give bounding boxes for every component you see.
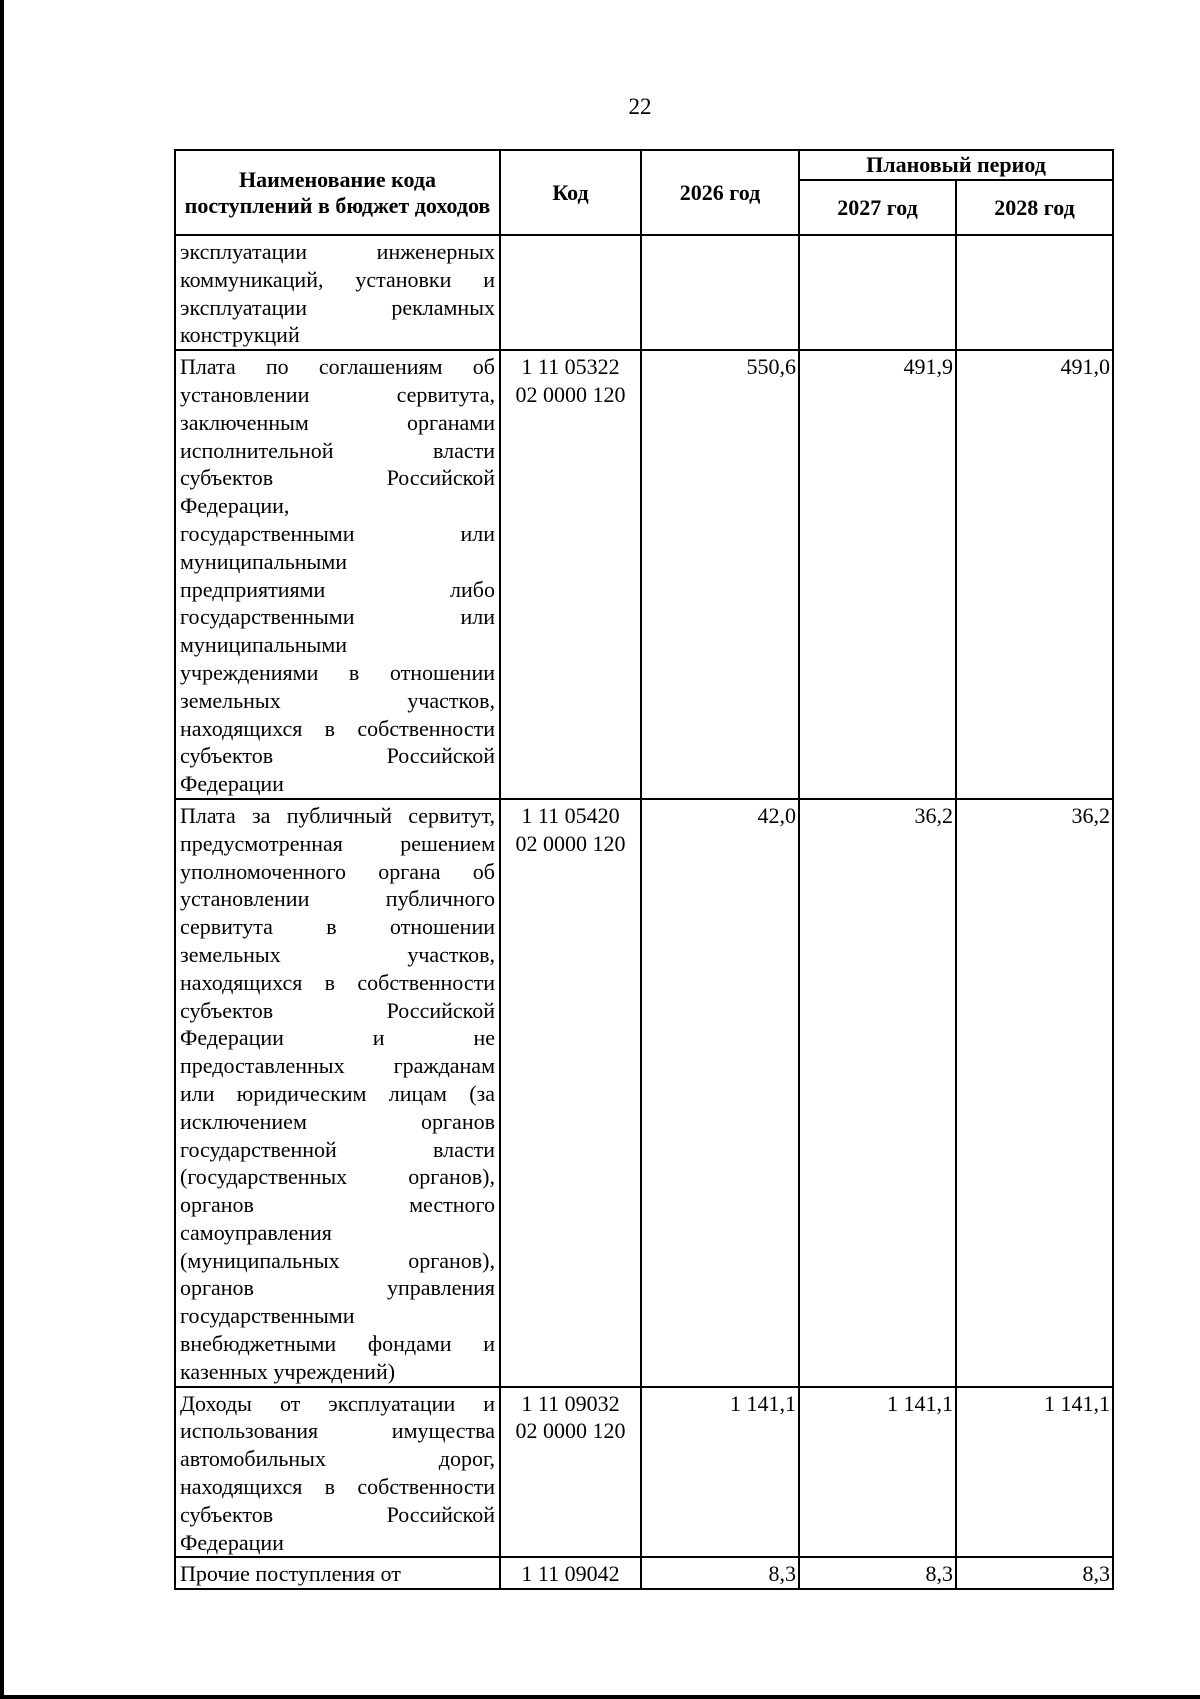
- header-year-2026: 2026 год: [641, 150, 799, 235]
- revenue-name-line: исполнительной власти: [180, 437, 495, 463]
- amount-y2027-cell: 8,3: [799, 1557, 956, 1589]
- revenue-name-line: установлении сервитута,: [180, 381, 495, 407]
- revenue-name-line: казенных учреждений): [180, 1358, 396, 1384]
- revenue-name-line: государственными или: [180, 520, 495, 546]
- amount-y2028-cell: 491,0: [956, 350, 1113, 799]
- revenue-name-line: земельных участков,: [180, 687, 495, 713]
- revenue-name-cell: [175, 799, 500, 1387]
- revenue-code-line: 02 0000 120: [515, 381, 626, 407]
- revenue-name-line: Плата за публичный сервитут,: [180, 802, 495, 828]
- revenue-name-cell: [175, 235, 500, 350]
- amount-y2027-cell: 1 141,1: [799, 1387, 956, 1558]
- revenue-name-line: автомобильных дорог,: [180, 1446, 495, 1472]
- revenue-name-line: или юридическим лицам (за: [180, 1080, 495, 1106]
- revenue-code-cell: [500, 235, 641, 350]
- revenue-code-line: 1 11 09042: [521, 1561, 620, 1587]
- amount-y2028-cell: 36,2: [956, 799, 1113, 1387]
- revenue-name-line: уполномоченного органа об: [180, 858, 495, 884]
- revenue-name-line: субъектов Российской: [180, 743, 495, 769]
- revenue-name-line: Федерации и не: [180, 1025, 495, 1051]
- revenue-name-line: (муниципальных органов),: [180, 1247, 495, 1273]
- table-row: [175, 799, 1113, 1387]
- table-header: [175, 150, 1113, 235]
- revenue-name-line: государственными: [180, 1303, 355, 1329]
- header-planned-period: Плановый период: [799, 150, 1113, 180]
- revenue-name-line: Прочие поступления от: [180, 1561, 401, 1587]
- revenue-code-line: 1 11 09032: [521, 1390, 620, 1416]
- revenue-name-line: установлении публичного: [180, 886, 495, 912]
- revenue-name-line: Плата по соглашениям об: [180, 354, 495, 380]
- revenue-name-line: учреждениями в отношении: [180, 659, 495, 685]
- revenue-name-line: эксплуатации рекламных: [180, 294, 495, 320]
- revenue-name-line: заключенным органами: [180, 409, 495, 435]
- revenue-code-line: 1 11 05322: [521, 354, 620, 380]
- revenue-name-line: муниципальными: [180, 548, 348, 574]
- header-code: Код: [500, 150, 641, 235]
- revenue-name-line: предусмотренная решением: [180, 830, 495, 856]
- revenue-name-line: Федерации,: [180, 493, 290, 519]
- revenue-name-line: использования имущества: [180, 1418, 495, 1444]
- revenue-name-cell: [175, 1387, 500, 1558]
- amount-y2027-cell: [799, 235, 956, 350]
- revenue-name-line: коммуникаций, установки и: [180, 266, 495, 292]
- revenue-code-cell: [500, 799, 641, 1387]
- revenue-code-cell: [500, 1557, 641, 1589]
- revenue-name-line: самоуправления: [180, 1219, 332, 1245]
- revenue-name-line: государственными или: [180, 604, 495, 630]
- revenue-name-line: Доходы от эксплуатации и: [180, 1390, 495, 1416]
- revenue-name-line: субъектов Российской: [180, 997, 495, 1023]
- revenue-name-cell: [175, 350, 500, 799]
- amount-y2026-cell: 550,6: [641, 350, 799, 799]
- revenue-name-line: субъектов Российской: [180, 465, 495, 491]
- amount-y2027-cell: 36,2: [799, 799, 956, 1387]
- revenue-code-line: 02 0000 120: [515, 1418, 626, 1444]
- revenue-code-cell: [500, 350, 641, 799]
- amount-y2026-cell: 42,0: [641, 799, 799, 1387]
- table-row: [175, 235, 1113, 350]
- table-body: [175, 235, 1113, 1589]
- revenue-name-line: предприятиями либо: [180, 576, 495, 602]
- table-row: [175, 1557, 1113, 1589]
- revenue-name-cell: [175, 1557, 500, 1589]
- revenue-code-line: 1 11 05420: [521, 802, 620, 828]
- page-number: 22: [628, 94, 652, 119]
- revenue-code-line: 02 0000 120: [515, 830, 626, 856]
- scan-edge-left: [0, 0, 4, 1699]
- revenue-name-line: внебюджетными фондами и: [180, 1331, 495, 1357]
- table-row: [175, 350, 1113, 799]
- revenue-name-line: находящихся в собственности: [180, 715, 495, 741]
- revenue-table: [174, 149, 1114, 1590]
- revenue-name-line: предоставленных гражданам: [180, 1053, 495, 1079]
- revenue-code-cell: [500, 1387, 641, 1558]
- amount-y2026-cell: [641, 235, 799, 350]
- amount-y2026-cell: 8,3: [641, 1557, 799, 1589]
- header-year-2028: 2028 год: [956, 180, 1113, 235]
- amount-y2028-cell: [956, 235, 1113, 350]
- revenue-name-line: муниципальными: [180, 632, 348, 658]
- table-row: [175, 1387, 1113, 1558]
- revenue-name-line: государственной власти: [180, 1136, 495, 1162]
- header-name: Наименование кода поступлений в бюджет доходов: [175, 150, 500, 235]
- scan-edge-bottom: [0, 1695, 1200, 1699]
- revenue-name-line: находящихся в собственности: [180, 969, 495, 995]
- amount-y2026-cell: 1 141,1: [641, 1387, 799, 1558]
- revenue-name-line: находящихся в собственности: [180, 1474, 495, 1500]
- revenue-name-line: исключением органов: [180, 1108, 495, 1134]
- revenue-name-line: субъектов Российской: [180, 1501, 495, 1527]
- revenue-name-line: органов местного: [180, 1192, 495, 1218]
- amount-y2027-cell: 491,9: [799, 350, 956, 799]
- revenue-name-line: органов управления: [180, 1275, 495, 1301]
- revenue-name-line: Федерации: [180, 771, 284, 797]
- revenue-name-line: конструкций: [180, 322, 300, 348]
- revenue-name-line: земельных участков,: [180, 941, 495, 967]
- revenue-name-line: (государственных органов),: [180, 1164, 495, 1190]
- amount-y2028-cell: 8,3: [956, 1557, 1113, 1589]
- revenue-name-line: эксплуатации инженерных: [180, 239, 495, 264]
- amount-y2028-cell: 1 141,1: [956, 1387, 1113, 1558]
- header-year-2027: 2027 год: [799, 180, 956, 235]
- revenue-name-line: Федерации: [180, 1529, 284, 1555]
- revenue-name-line: сервитута в отношении: [180, 914, 495, 940]
